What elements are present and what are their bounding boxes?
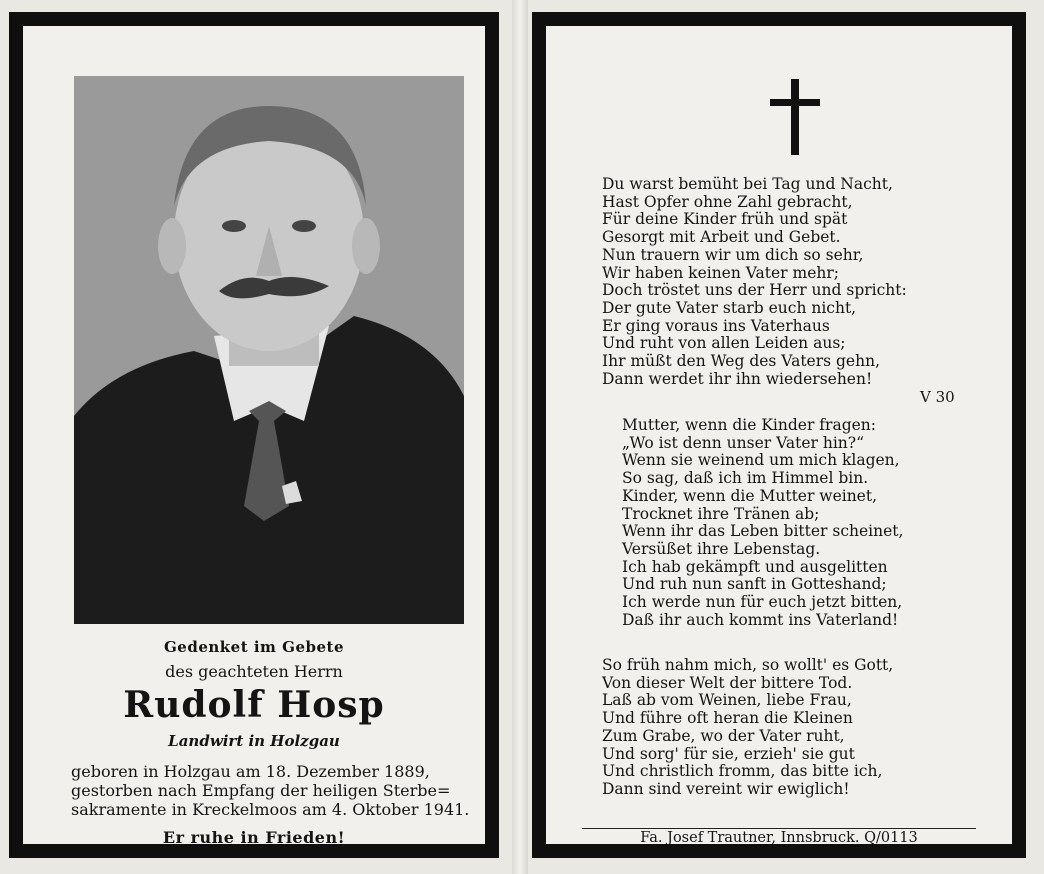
- poem-line: Wenn sie weinend um mich klagen,: [622, 451, 900, 470]
- card-fold: [512, 0, 528, 874]
- poem-line: Wir haben keinen Vater mehr;: [602, 263, 840, 282]
- memorial-card-back: [532, 12, 1026, 858]
- printer-imprint: Fa. Josef Trautner, Innsbruck. Q/0113: [640, 830, 918, 846]
- bio-line: sakramente in Kreckelmoos am 4. Oktober 1941.: [71, 800, 470, 819]
- poem-line: Laß ab vom Weinen, liebe Frau,: [602, 691, 852, 710]
- poem-stanza-1: [602, 176, 907, 388]
- prayer-heading: Gedenket im Gebete: [163, 638, 345, 656]
- poem-line: Und sorg' für sie, erzieh' sie gut: [602, 744, 855, 763]
- poem-line: Und ruh nun sanft in Gotteshand;: [622, 575, 887, 594]
- bio-line: gestorben nach Empfang der heiligen Sterbe=: [71, 781, 451, 800]
- poem-stanza-2: [622, 417, 903, 629]
- poem-line: Und führe oft heran die Kleinen: [602, 709, 853, 728]
- memorial-card-front: [9, 12, 499, 858]
- poem-line: Doch tröstet uns der Herr und spricht:: [602, 281, 907, 300]
- poem-line: Der gute Vater starb euch nicht,: [602, 298, 857, 317]
- portrait-photo: [74, 76, 464, 624]
- poem-line: Ich hab gekämpft und ausgelitten: [622, 557, 888, 576]
- poem-line: Daß ihr auch kommt ins Vaterland!: [622, 610, 899, 629]
- poem-line: Trocknet ihre Tränen ab;: [622, 504, 820, 523]
- poem-line: Hast Opfer ohne Zahl gebracht,: [602, 192, 853, 211]
- deceased-name: Rudolf Hosp: [123, 684, 385, 726]
- verse-reference: V 30: [920, 388, 955, 406]
- poem-line: Dann sind vereint wir ewiglich!: [602, 779, 850, 798]
- bio-line: geboren in Holzgau am 18. Dezember 1889,: [71, 762, 430, 781]
- biography: [71, 762, 471, 819]
- poem-line: Mutter, wenn die Kinder fragen:: [622, 416, 876, 434]
- poem-line: Ihr müßt den Weg des Vaters gehn,: [602, 352, 880, 371]
- poem-line: Und ruht von allen Leiden aus;: [602, 334, 846, 353]
- poem-line: So sag, daß ich im Himmel bin.: [622, 469, 869, 488]
- poem-stanza-3: [602, 657, 893, 799]
- poem-line: Gesorgt mit Arbeit und Gebet.: [602, 228, 841, 247]
- poem-line: „Wo ist denn unser Vater hin?“: [622, 433, 865, 452]
- poem-line: Nun trauern wir um dich so sehr,: [602, 245, 864, 264]
- honorific-line: des geachteten Herrn: [165, 662, 343, 681]
- poem-line: Kinder, wenn die Mutter weinet,: [622, 486, 878, 505]
- divider: [582, 828, 976, 829]
- rest-in-peace: Er ruhe in Frieden!: [162, 828, 346, 847]
- poem-line: Dann werdet ihr ihn wiedersehen!: [602, 369, 873, 388]
- poem-line: Versüßet ihre Lebenstag.: [622, 539, 821, 558]
- poem-line: Er ging voraus ins Vaterhaus: [602, 316, 830, 335]
- cross-icon: [770, 79, 820, 155]
- occupation-line: Landwirt in Holzgau: [168, 732, 340, 750]
- poem-line: Wenn ihr das Leben bitter scheinet,: [622, 522, 904, 541]
- poem-line: Zum Grabe, wo der Vater ruht,: [602, 726, 845, 745]
- poem-line: Ich werde nun für euch jetzt bitten,: [622, 593, 903, 612]
- poem-line: Du warst bemüht bei Tag und Nacht,: [602, 175, 893, 193]
- poem-line: Und christlich fromm, das bitte ich,: [602, 762, 883, 781]
- poem-line: Für deine Kinder früh und spät: [602, 210, 848, 229]
- poem-line: So früh nahm mich, so wollt' es Gott,: [602, 656, 894, 674]
- poem-line: Von dieser Welt der bittere Tod.: [602, 673, 853, 692]
